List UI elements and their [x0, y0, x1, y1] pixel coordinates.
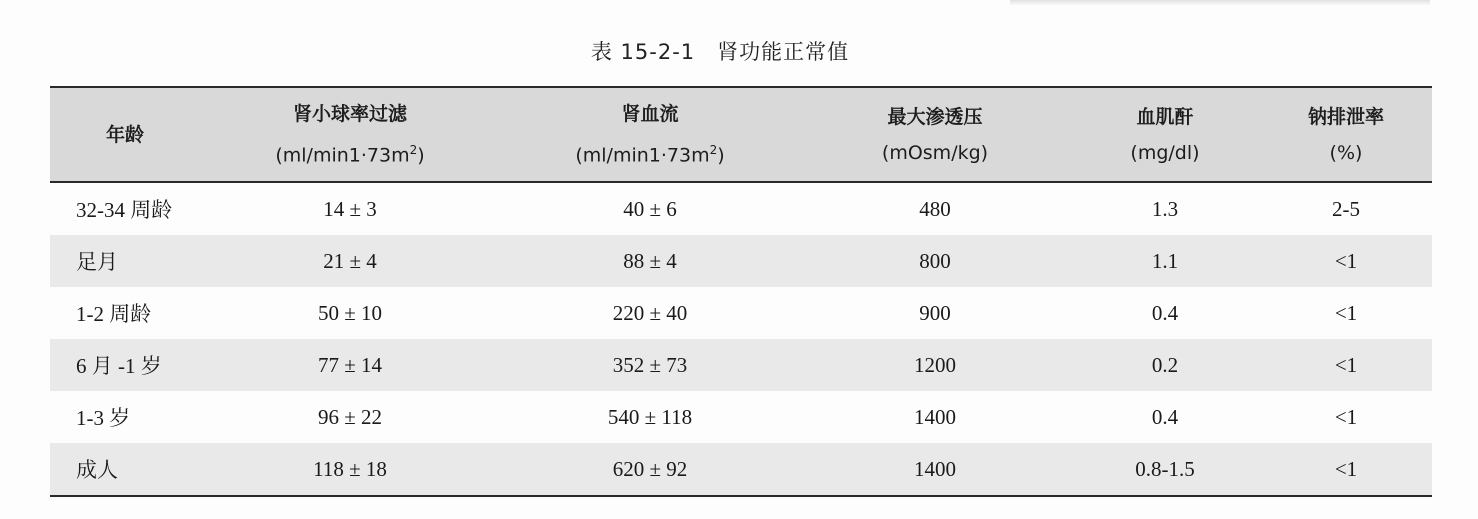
cell-creatinine: 0.8-1.5 [1135, 456, 1195, 481]
cell-sodium: <1 [1334, 248, 1358, 273]
table-row [50, 339, 1432, 391]
table-header-row [50, 87, 1432, 182]
header-sodium-excretion [1260, 87, 1432, 182]
cell-osm: 480 [919, 196, 951, 221]
header-creatinine-label: 血肌酐 [1136, 105, 1194, 128]
cell-sodium: <1 [1334, 456, 1358, 481]
table-row [50, 287, 1432, 339]
cell-age: 32-34 周龄 [76, 198, 173, 222]
cell-gfr: 50 ± 10 [317, 300, 383, 325]
header-gfr-unit-main: (ml/min1·73m [275, 144, 410, 167]
table-row [50, 235, 1432, 287]
cell-rbf: 352 ± 73 [612, 352, 688, 377]
table-row [50, 391, 1432, 443]
table-header [50, 87, 1432, 182]
cell-osm: 1400 [914, 456, 956, 481]
renal-function-table-wrapper [50, 86, 1432, 497]
header-rbf-unit-main: (ml/min1·73m [575, 144, 710, 167]
header-gfr-unit-close: ) [417, 144, 425, 167]
cell-age: 1-3 岁 [76, 406, 131, 430]
table-row [50, 443, 1432, 496]
cell-age: 1-2 周龄 [76, 302, 152, 326]
header-rbf-label: 肾血流 [621, 102, 679, 125]
cell-creatinine: 1.3 [1151, 196, 1179, 221]
cell-gfr: 21 ± 4 [323, 248, 377, 273]
cell-osm: 800 [919, 248, 951, 273]
cell-rbf: 540 ± 118 [607, 404, 693, 429]
header-age-label: 年龄 [105, 123, 144, 146]
header-gfr-unit [200, 132, 500, 173]
header-gfr-unit-sup: 2 [409, 142, 418, 157]
cell-creatinine: 0.4 [1151, 300, 1179, 325]
cell-age: 6 月 -1 岁 [76, 354, 162, 378]
cell-osm: 1400 [914, 404, 956, 429]
cell-gfr: 77 ± 14 [317, 352, 383, 377]
cell-sodium: 2-5 [1332, 196, 1360, 221]
cell-age: 成人 [76, 458, 118, 482]
header-osm-unit: (mOsm/kg) [881, 141, 989, 164]
cell-sodium: <1 [1334, 300, 1358, 325]
cell-creatinine: 1.1 [1151, 248, 1179, 273]
cell-osm: 900 [919, 300, 951, 325]
cell-rbf: 88 ± 4 [623, 248, 677, 273]
header-age [50, 87, 200, 182]
cell-rbf: 220 ± 40 [612, 300, 688, 325]
renal-function-table [50, 86, 1432, 497]
table-caption-title: 肾功能正常值 [717, 40, 850, 64]
header-sodium-label: 钠排泄率 [1307, 105, 1384, 128]
header-rbf-unit-close: ) [717, 144, 725, 167]
header-serum-creatinine [1070, 87, 1260, 182]
header-rbf-unit [500, 132, 800, 173]
table-caption [0, 36, 1440, 66]
cell-osm: 1200 [914, 352, 956, 377]
cell-gfr: 118 ± 18 [313, 456, 387, 481]
header-max-osmolality [800, 87, 1070, 182]
table-body [50, 182, 1432, 496]
cell-gfr: 96 ± 22 [317, 404, 383, 429]
header-gfr-label: 肾小球率过滤 [292, 102, 407, 125]
table-caption-number: 表 15-2-1 [590, 40, 696, 64]
cell-gfr: 14 ± 3 [323, 196, 377, 221]
header-renal-blood-flow [500, 87, 800, 182]
header-osm-label: 最大渗透压 [887, 105, 983, 128]
header-rbf-unit-sup: 2 [709, 142, 718, 157]
table-row [50, 182, 1432, 235]
cell-creatinine: 0.4 [1151, 404, 1179, 429]
cell-age: 足月 [76, 250, 118, 274]
header-creatinine-unit: (mg/dl) [1130, 141, 1200, 164]
cell-creatinine: 0.2 [1151, 352, 1179, 377]
header-gfr [200, 87, 500, 182]
cell-sodium: <1 [1334, 404, 1358, 429]
cell-rbf: 40 ± 6 [623, 196, 677, 221]
page-header-fragment [1010, 0, 1430, 6]
header-sodium-unit: (%) [1329, 141, 1363, 164]
cell-sodium: <1 [1334, 352, 1358, 377]
cell-rbf: 620 ± 92 [612, 456, 688, 481]
